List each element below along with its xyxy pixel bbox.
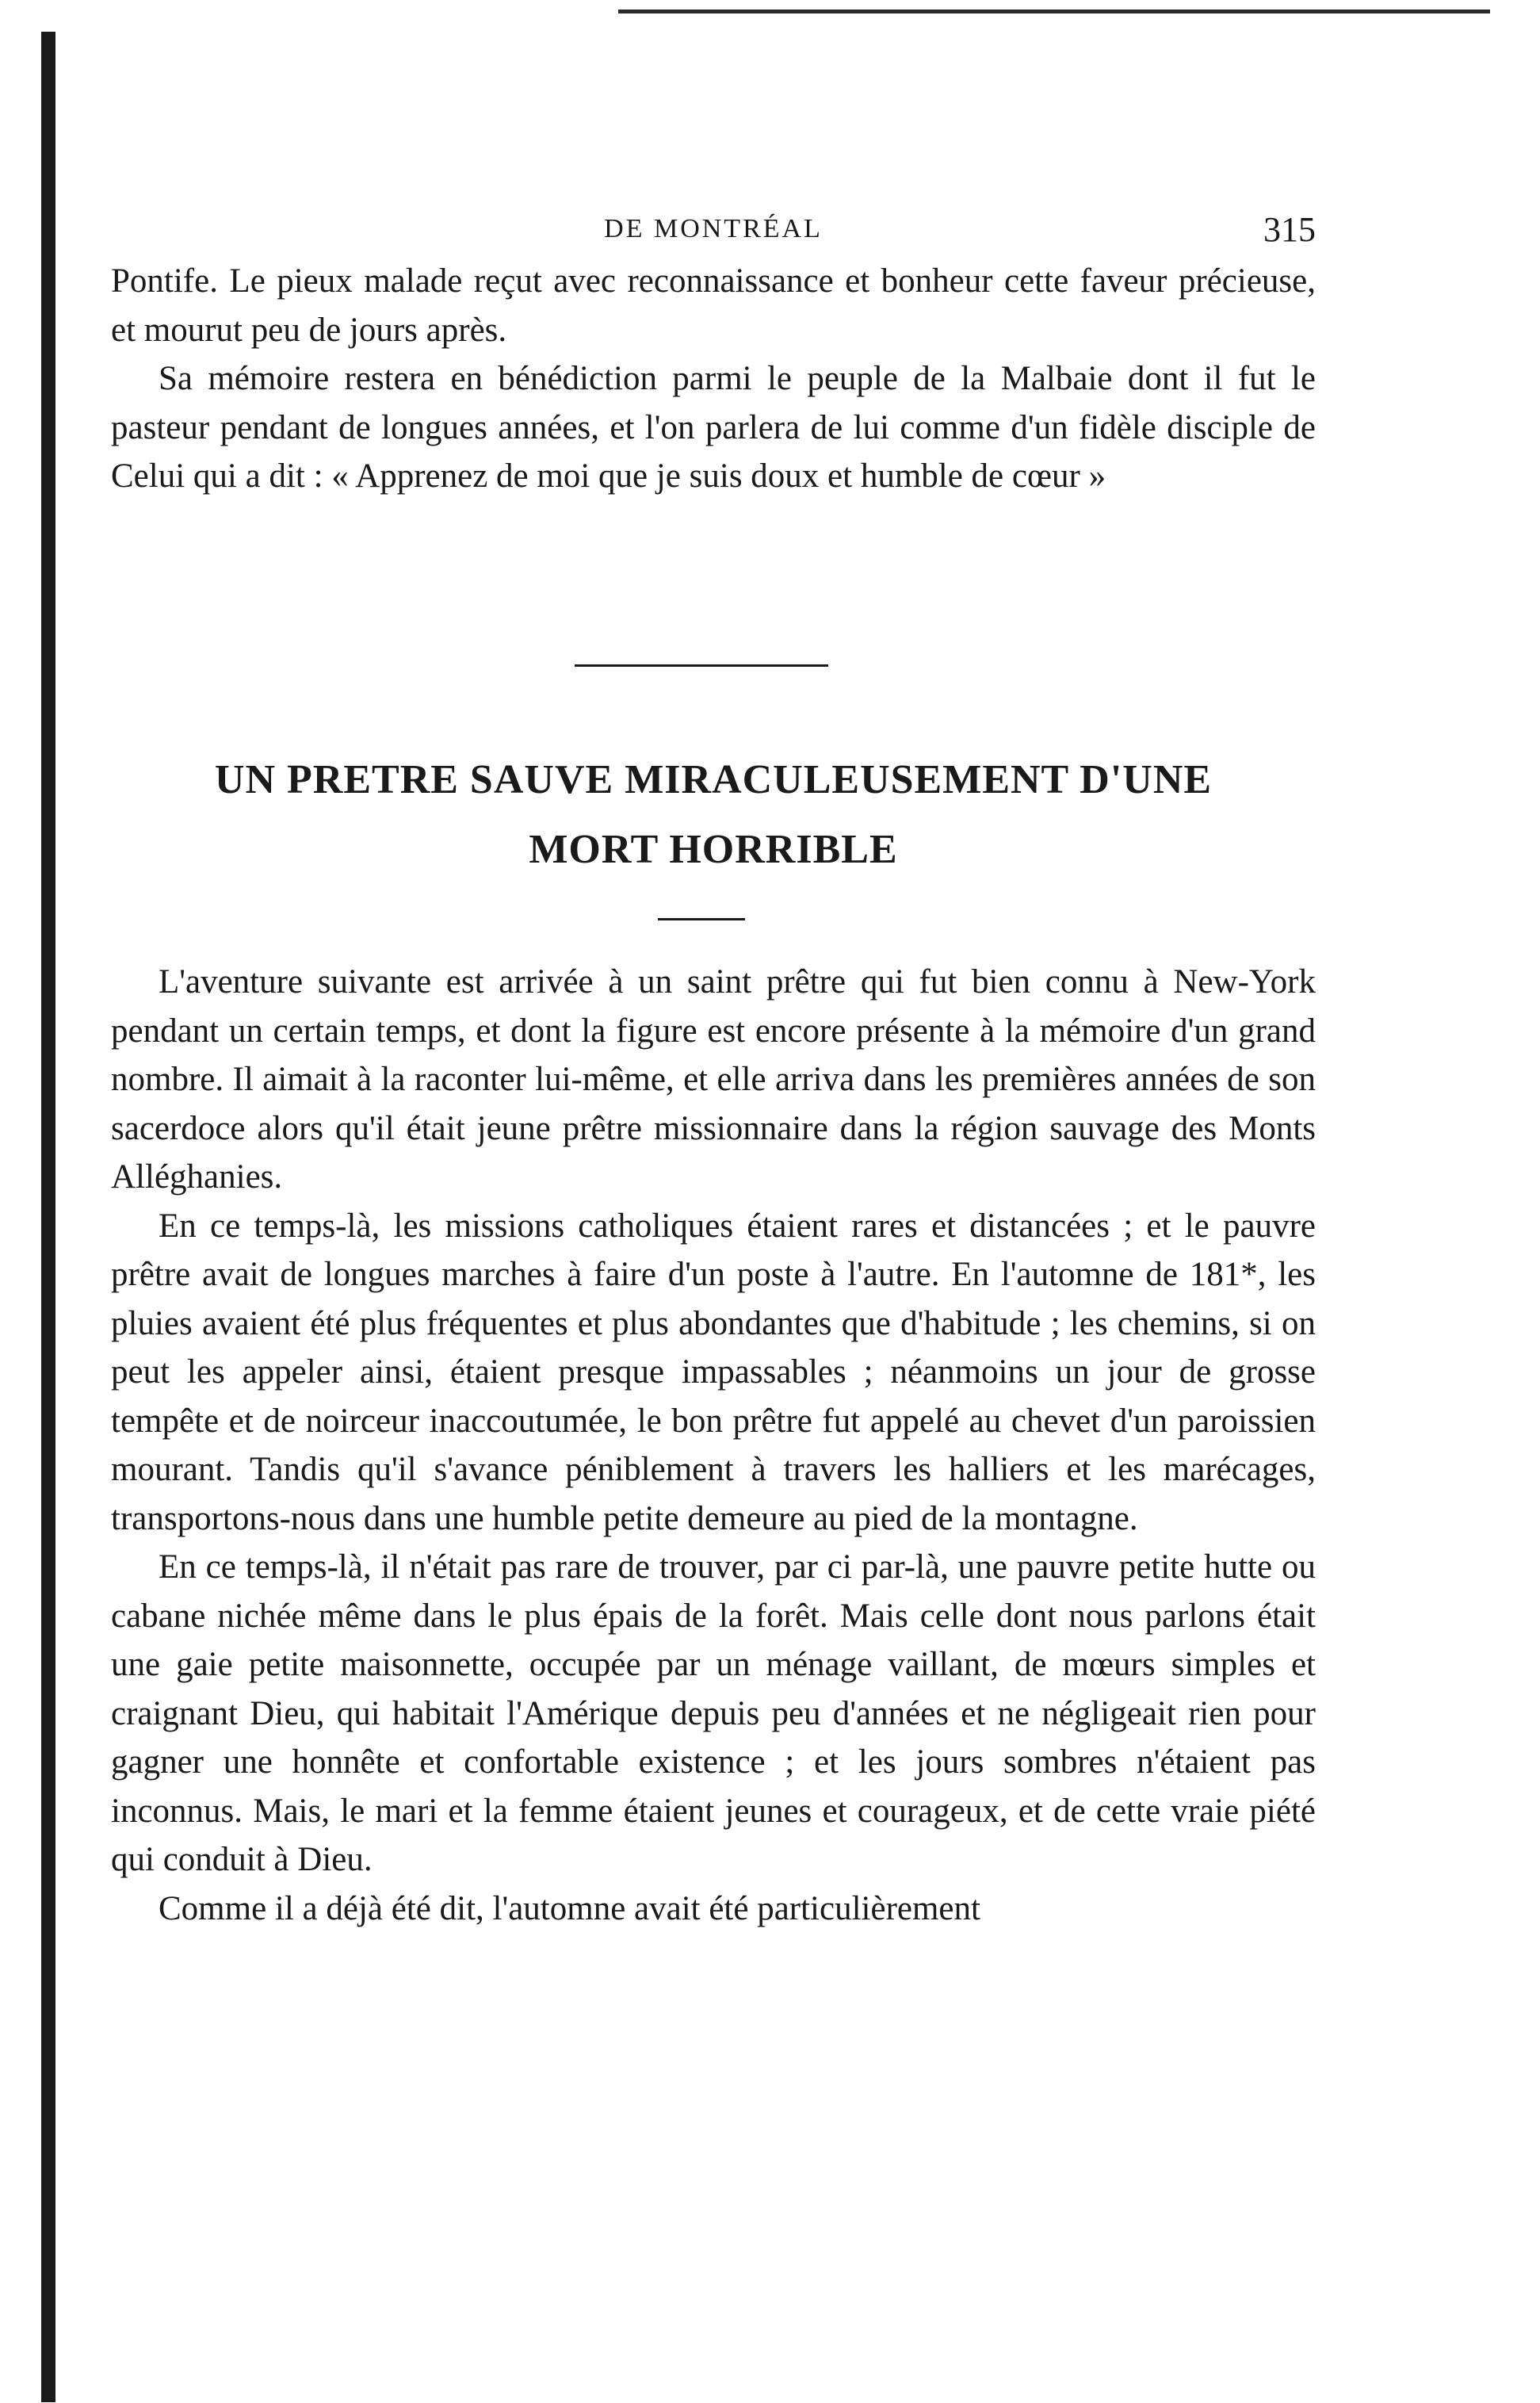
paragraph: Sa mémoire restera en bénédiction parmi le peuple de la Malbaie dont il fut le pasteur pendant de longues années, et l'on parlera de lui comme d'un fidèle disciple de Celui qui a dit : « Apprenez de moi que je suis doux et humble de cœur » bbox=[111, 360, 1316, 495]
paragraph: Pontife. Le pieux malade reçut avec reconnaissance et bonheur cette faveur précieuse, et mourut peu de jours après. bbox=[111, 262, 1316, 349]
chapter-title bbox=[111, 745, 1316, 885]
paragraph: Comme il a déjà été dit, l'automne avait été particulièrement bbox=[159, 1889, 980, 1927]
chapter-body bbox=[111, 958, 1316, 1933]
paragraph: En ce temps-là, les missions catholiques étaient rares et distancées ; et le pauvre prêtre avait de longues marches à faire d'un poste à l'autre. En l'automne de 181*, les pluies avaient été plus fréquentes et plus abondantes que d'habitude ; les chemins, si on peut les appeler ainsi, étaient presque impassables ; néanmoins un jour de grosse tempête et de noirceur inaccoutumée, le bon prêtre fut appelé au chevet d'un paroissien mourant. Tandis qu'il s'avance péniblement à travers les halliers et les marécages, transportons-nous dans une humble petite demeure au pied de la montagne. bbox=[111, 1207, 1316, 1537]
running-head bbox=[111, 210, 1316, 262]
previous-chapter-ending bbox=[111, 257, 1316, 501]
running-title: DE MONTRÉAL bbox=[604, 214, 823, 243]
page-number: 315 bbox=[1263, 210, 1316, 249]
paragraph: L'aventure suivante est arrivée à un saint prêtre qui fut bien connu à New-York pendant un certain temps, et dont la figure est encore présente à la mémoire d'un grand nombre. Il aimait à la raconter lui-même, et elle arriva dans les premières années de son sacerdoce alors qu'il était jeune prêtre missionnaire dans la région sauvage des Monts Alléghanies. bbox=[111, 963, 1316, 1196]
chapter-title-line-2: MORT HORRIBLE bbox=[529, 827, 898, 872]
title-underline-rule bbox=[658, 918, 745, 920]
section-divider-rule bbox=[575, 664, 828, 667]
scan-top-edge bbox=[618, 10, 1490, 17]
paragraph: En ce temps-là, il n'était pas rare de trouver, par ci par-là, une pauvre petite hutte ou cabane nichée même dans le plus épais de la forêt. Mais celle dont nous parlons était une gaie petite maisonnette, occupée par un ménage vaillant, de mœurs simples et craignant Dieu, qui habitait l'Amérique depuis peu d'années et ne négligeait rien pour gagner une honnête et confortable existence ; et les jours sombres n'étaient pas inconnus. Mais, le mari et la femme étaient jeunes et courageux, et de cette vraie piété qui conduit à Dieu. bbox=[111, 1548, 1316, 1878]
scan-binding-edge bbox=[41, 32, 55, 2402]
chapter-title-line-1: UN PRETRE SAUVE MIRACULEUSEMENT D'UNE bbox=[214, 757, 1213, 802]
